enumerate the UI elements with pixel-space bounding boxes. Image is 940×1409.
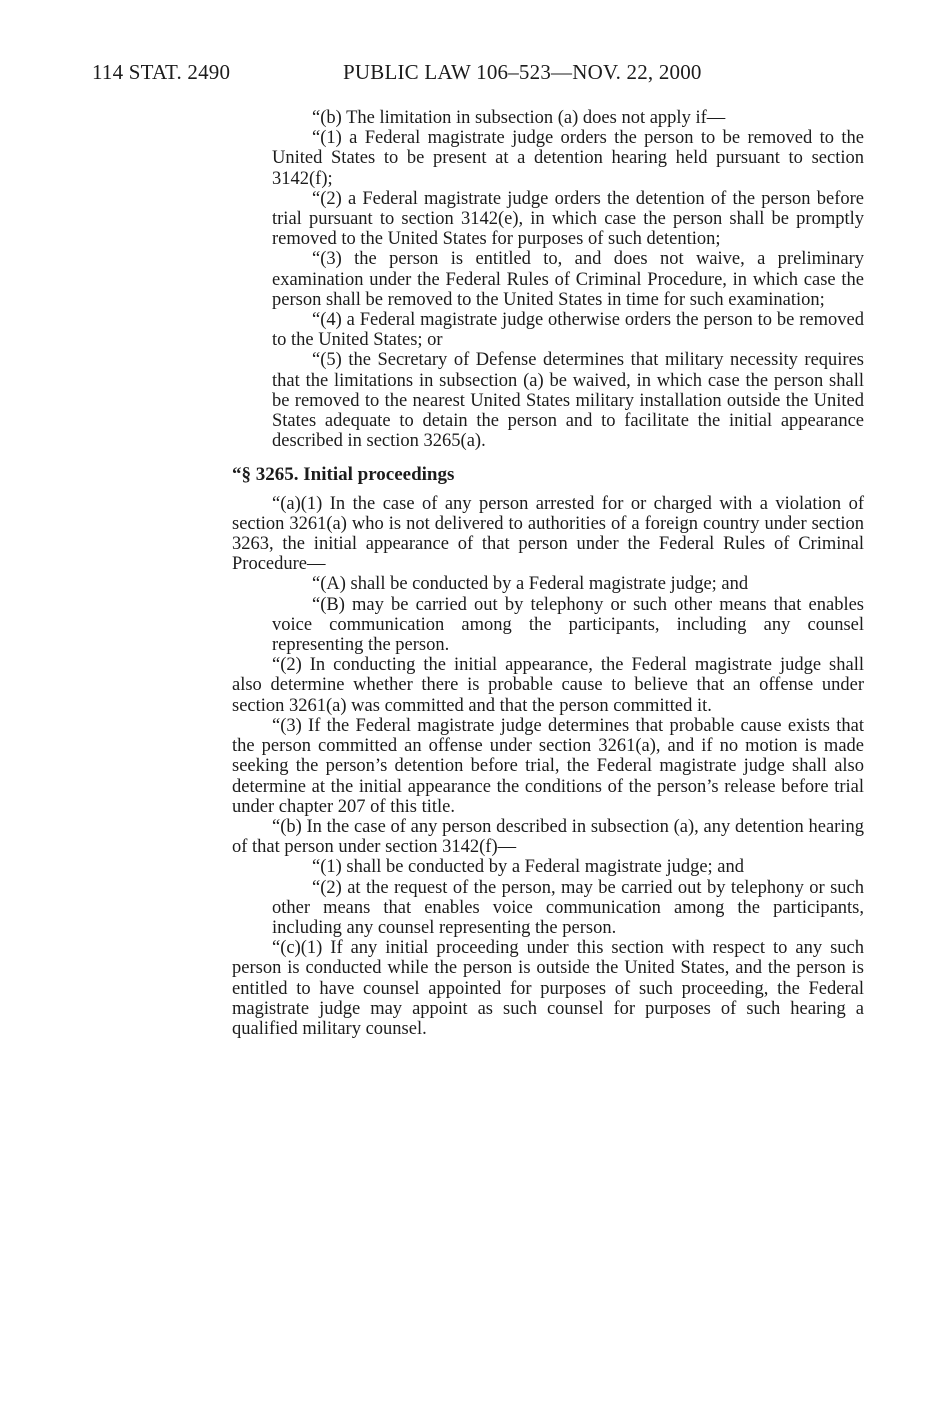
paragraph: “(B) may be carried out by telephony or such other means that enables voice communication among the participants, including any counsel representing the person. bbox=[272, 594, 864, 656]
paragraph: “(3) If the Federal magistrate judge determines that probable cause exists that the person committed an offense under section 3261(a), and if no motion is made seeking the person’s detention before trial, the Federal magistrate judge shall also determine at the initial appearance the conditions of the person’s release before trial under chapter 207 of this title. bbox=[232, 715, 864, 817]
paragraph: “(2) In conducting the initial appearance, the Federal magistrate judge shall also determine whether there is probable cause to believe that an offense under section 3261(a) was committed and that the person committed it. bbox=[232, 655, 864, 716]
paragraph: “(b) The limitation in subsection (a) does not apply if— bbox=[312, 108, 726, 128]
paragraph: “(b) In the case of any person described in subsection (a), any detention hearing of that person under section 3142(f)— bbox=[232, 816, 864, 858]
paragraph: “(4) a Federal magistrate judge otherwise orders the person to be removed to the United States; or bbox=[272, 310, 864, 351]
paragraph: “(1) a Federal magistrate judge orders the person to be removed to the United States to be present at a detention hearing held pursuant to section 3142(f); bbox=[272, 128, 864, 189]
statute-page-number: 114 STAT. 2490 bbox=[92, 60, 231, 84]
paragraph: “(c)(1) If any initial proceeding under this section with respect to any such person is conducted while the person is outside the United States, and the person is entitled to have counsel appointed for purposes of such proceeding, the Federal magistrate judge may appoint as such counsel for purposes of such hearing a qualified military counsel. bbox=[232, 938, 864, 1039]
page-header bbox=[0, 60, 940, 90]
paragraph: “(a)(1) In the case of any person arrested for or charged with a violation of section 3261(a) who is not delivered to authorities of a foreign country under section 3263, the initial appearance of that person under the Federal Rules of Criminal Procedure— bbox=[232, 493, 864, 575]
section-heading: “§ 3265. Initial proceedings bbox=[232, 464, 455, 486]
paragraph: “(2) at the request of the person, may be carried out by telephony or such other means that enables voice communication among the participants, including any counsel representing the person. bbox=[272, 877, 864, 938]
paragraph: “(5) the Secretary of Defense determines that military necessity requires that the limitations in subsection (a) be waived, in which case the person shall be removed to the nearest United States military installation outside the United States adequate to detain the person and to facilitate the initial appearance described in section 3265(a). bbox=[272, 350, 864, 452]
paragraph: “(1) shall be conducted by a Federal magistrate judge; and bbox=[312, 857, 745, 878]
paragraph: “(3) the person is entitled to, and does not waive, a preliminary examination under the Federal Rules of Criminal Procedure, in which case the person shall be removed to the United States in time for such examination; bbox=[272, 249, 864, 310]
paragraph: “(2) a Federal magistrate judge orders the detention of the person before trial pursuant to section 3142(e), in which case the person shall be promptly removed to the United States for purposes of such detention; bbox=[272, 188, 864, 250]
paragraph: “(A) shall be conducted by a Federal magistrate judge; and bbox=[312, 574, 749, 595]
running-head: PUBLIC LAW 106–523—NOV. 22, 2000 bbox=[343, 60, 702, 84]
document-body bbox=[232, 108, 864, 1039]
